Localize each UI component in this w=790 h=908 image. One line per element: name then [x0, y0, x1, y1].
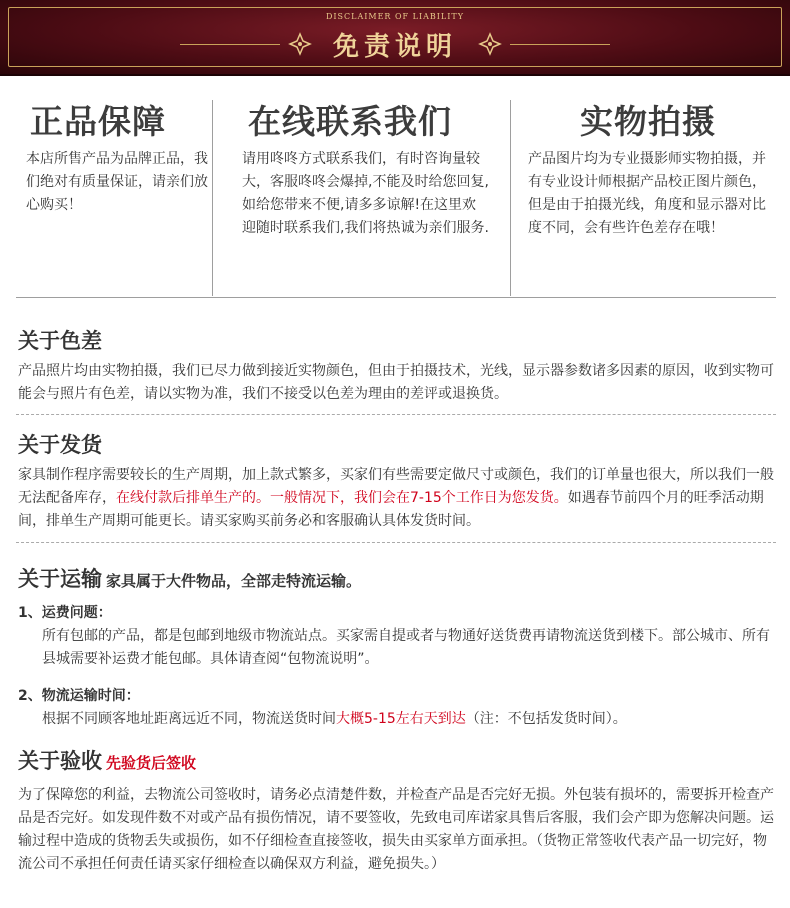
section-title: [18, 564, 778, 596]
column-divider: [510, 100, 511, 296]
column-title: 在线联系我们: [248, 102, 452, 141]
delivery-time-highlight: 大概5-15左右天到达: [336, 711, 466, 727]
section-title: 关于色差: [18, 329, 102, 353]
column-title: 实物拍摄: [580, 102, 716, 141]
transport-section: [18, 564, 778, 731]
column-body: 请用咚咚方式联系我们，有时咨询量较大，客服咚咚会爆掉,不能及时给您回复,如给您带来不便,请多多谅解!在这里欢迎随时联系我们,我们将热诚为亲们服务.: [242, 151, 489, 236]
contact-us-column: [240, 96, 490, 296]
color-difference-section: [18, 326, 778, 406]
shipping-section: [18, 430, 778, 533]
section-body: [18, 464, 778, 533]
column-title: 正品保障: [30, 102, 166, 141]
column-divider: [212, 100, 213, 296]
genuine-guarantee-column: [18, 96, 208, 296]
section-divider: [16, 297, 776, 298]
item-body: 所有包邮的产品，都是包邮到地级市物流站点。买家需自提或者与物通好送货费再请物流送货到楼下。部公城市、所有县城需要补运费才能包邮。具体请查阅“包物流说明”。: [42, 628, 770, 667]
delivery-time-item: [18, 685, 778, 731]
banner-subtitle: DISCLAIMER OF LIABILITY: [325, 12, 465, 21]
ornament-icon: [478, 32, 502, 56]
item-title: 2、物流运输时间：: [18, 688, 140, 704]
shipping-highlight: 在线付款后排单生产的。一般情况下，我们会在7-15个工作日为您发货。: [116, 490, 568, 506]
section-body: 产品照片均由实物拍摄，我们已尽力做到接近实物颜色，但由于拍摄技术，光线，显示器参数诸多因素的原因，收到实物可能会与照片有色差，请以实物为准，我们不接受以色差为理由的差评或退换货。: [18, 363, 774, 402]
dashed-divider: [16, 414, 776, 415]
banner-title: 免责说明: [332, 32, 457, 62]
inspection-section: [18, 746, 778, 876]
section-title: 关于发货: [18, 433, 102, 457]
freight-item: [18, 602, 778, 671]
delivery-time-note: （注：不包括发货时间）。: [465, 711, 627, 727]
section-title: [18, 746, 778, 778]
item-title: 1、运费问题：: [18, 605, 112, 621]
transport-title: 关于运输: [18, 567, 102, 591]
inspection-title: 关于验收: [18, 749, 102, 773]
inspection-subtitle: 先验货后签收: [106, 754, 197, 772]
disclaimer-banner: [0, 0, 790, 76]
shipping-text-extra: 如遇春节前四个月的旺季活动期间，排单生产周期可能更长。请买家购买前务必和客服确认具体发货时间。: [18, 490, 764, 529]
column-body: 本店所售产品为品牌正品，我们绝对有质量保证，请亲们放心购买！: [26, 151, 208, 213]
transport-subtitle: 家具属于大件物品，全部走特流运输。: [106, 572, 362, 590]
column-body: 产品图片均为专业摄影师实物拍摄，并有专业设计师根据产品校正图片颜色，但是由于拍摄光线，角度和显示器对比度不同，会有些许色差存在哦！: [528, 151, 766, 236]
dashed-divider: [16, 542, 776, 543]
real-photo-column: [528, 96, 776, 296]
section-body: 为了保障您的利益，去物流公司签收时，请务必点清楚件数，并检查产品是否完好无损。外包装有损坏的，需要拆开检查产品是否完好。如发现件数不对或产品有损伤情况，请不要签收，先致电司库诺家具售后客服，我们会产即为您解决问题。运输过程中造成的货物丢失或损伤，如不仔细检查直接签收，损失由买家单方面承担。（货物正常签收代表产品一切完好，物流公司不承担任何责任请买家仔细检查以确保双方利益，避免损失。）: [18, 787, 774, 872]
item-body: [18, 708, 778, 731]
shipping-text: 家具制作程序需要较长的生产周期，加上款式繁多，买家们有些需要定做尺寸或颜色，我们的订单量也很大，所以我们一般无法配备库存，: [18, 467, 774, 506]
delivery-time-text: 根据不同顾客地址距离远近不同，物流送货时间: [42, 711, 336, 727]
